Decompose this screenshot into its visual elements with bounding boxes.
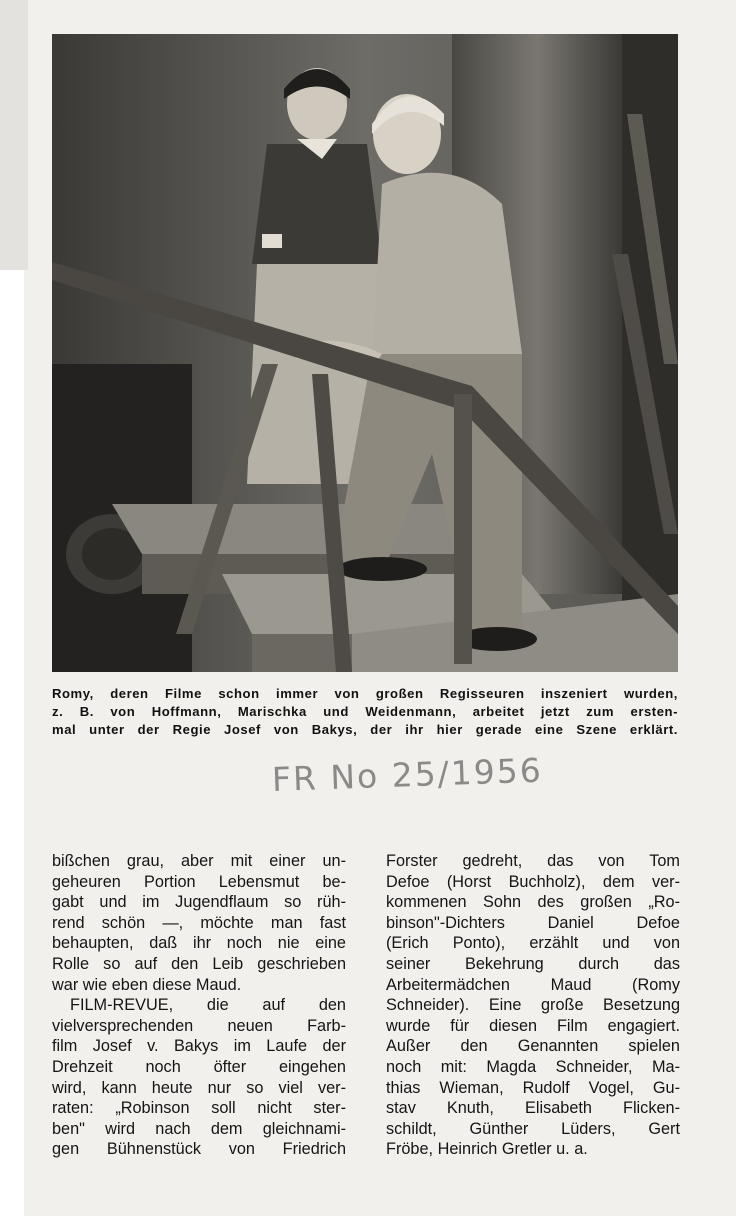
article-line: Rolle so auf den Leib geschrieben [52, 954, 346, 973]
article-line: bißchen grau, aber mit einer un- [52, 852, 346, 870]
article-line: wurde für diesen Film engagiert. [386, 1016, 680, 1035]
article-line: noch mit: Magda Schneider, Ma- [386, 1057, 680, 1076]
article-line: film Josef v. Bakys im Laufe der [52, 1037, 346, 1056]
article-line: Arbeitermädchen Maud (Romy [386, 975, 680, 994]
paper-edge-strip [0, 0, 28, 270]
article-line: Außer den Genannten spielen [386, 1037, 680, 1056]
article-line: Defoe (Horst Buchholz), dem ver- [386, 872, 680, 891]
caption-line: z. B. von Hoffmann, Marischka und Weidenmann, arbeitet jetzt zum ersten- [52, 704, 678, 719]
article-line: kommenen Sohn des großen „Ro- [386, 893, 680, 912]
photo-illustration [52, 34, 678, 672]
article-line: war wie eben diese Maud. [52, 975, 242, 994]
article-line: stav Knuth, Elisabeth Flicken- [386, 1099, 680, 1118]
article-line: raten: „Robinson soll nicht ster- [52, 1099, 346, 1118]
article-line: Drehzeit noch öfter eingehen [52, 1057, 346, 1076]
article-column-left [52, 851, 346, 1160]
archive-stamp: FR No 25/1956 [271, 750, 544, 799]
article-line: thias Wieman, Rudolf Vogel, Gu- [386, 1078, 680, 1097]
article-line: wird, kann heute nur so viel ver- [52, 1078, 346, 1097]
article-line: FILM-REVUE, die auf den [70, 996, 346, 1015]
article-column-right [386, 851, 680, 1160]
article-line: Schneider). Eine große Besetzung [386, 996, 680, 1015]
article-line: Fröbe, Heinrich Gretler u. a. [386, 1140, 588, 1159]
article-line: gen Bühnenstück von Friedrich [52, 1140, 346, 1159]
article-line: behaupten, daß ihr noch nie eine [52, 934, 346, 953]
article-line: binson"-Dichters Daniel Defoe [386, 913, 680, 932]
caption-line: Romy, deren Filme schon immer von großen Regisseuren inszeniert wurden, [52, 686, 678, 701]
article-line: gabt und im Jugendflaum so rüh- [52, 893, 346, 912]
article-line: (Erich Ponto), erzählt und von [386, 934, 680, 953]
article-line: ben" wird nach dem gleichnami- [52, 1119, 346, 1138]
article-line: vielversprechenden neuen Farb- [52, 1016, 346, 1035]
article-line: Forster gedreht, das von Tom [386, 852, 680, 870]
article-line: seiner Bekehrung durch das [386, 954, 680, 973]
article-line: geheuren Portion Lebensmut be- [52, 872, 346, 891]
article-line: schildt, Günther Lüders, Gert [386, 1119, 680, 1138]
film-still-photo [52, 34, 678, 672]
caption-line: mal unter der Regie Josef von Bakys, der ihr hier gerade eine Szene erklärt. [52, 722, 678, 737]
photo-caption [52, 685, 678, 739]
article-line: rend schön —, möchte man fast [52, 913, 346, 932]
